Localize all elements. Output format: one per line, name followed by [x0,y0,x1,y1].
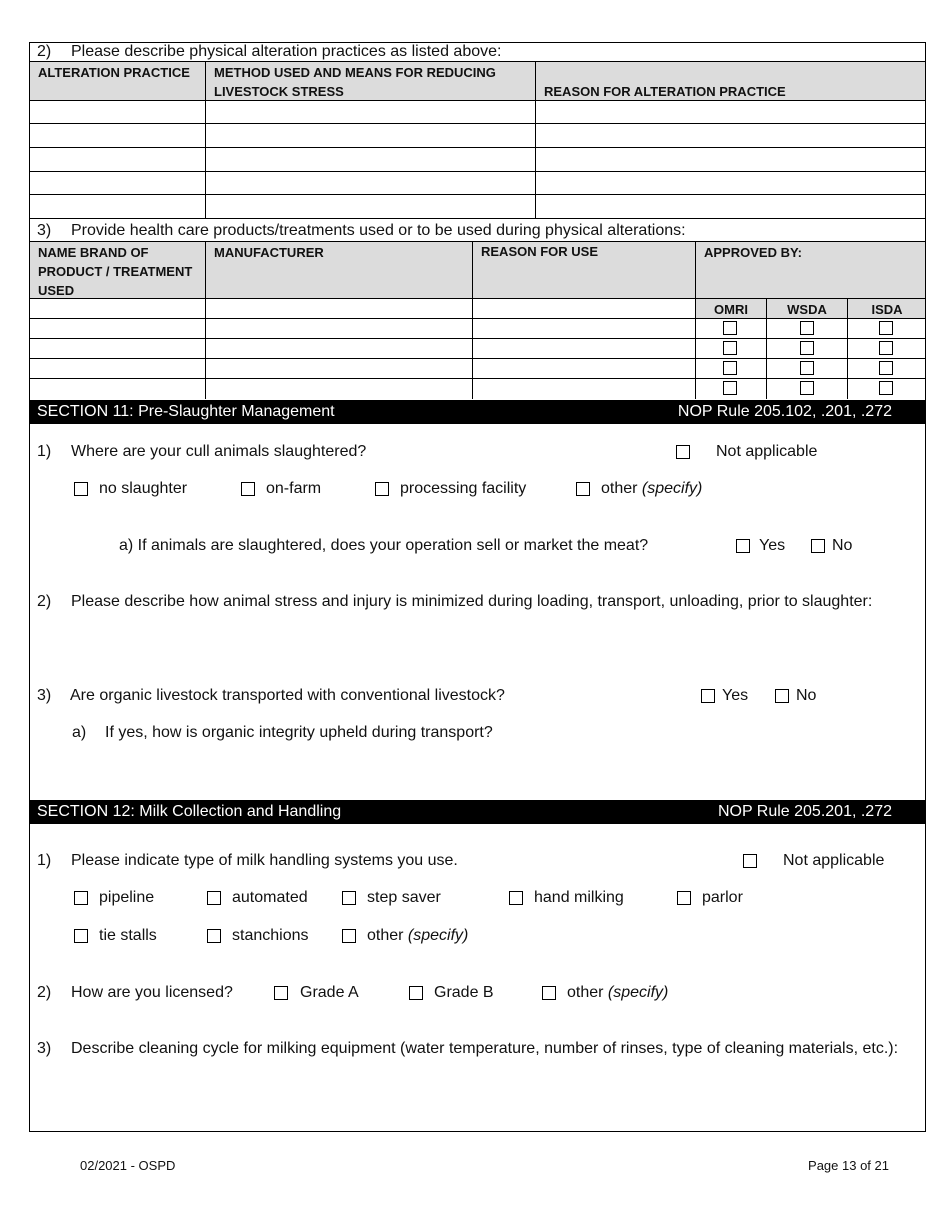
sell-meat-no-checkbox[interactable] [811,539,825,553]
milk-other-checkbox[interactable] [342,929,356,943]
processing-facility-checkbox[interactable] [375,482,389,496]
slaughter-other-text: other [601,480,638,497]
rule [847,298,848,399]
header-manufacturer: MANUFACTURER [214,245,324,260]
wsda-checkbox[interactable] [800,361,814,375]
slaughter-specify: (specify) [641,480,703,497]
s12-q2-text: How are you licensed? [71,984,233,1001]
grade-b-label: Grade B [434,984,494,1001]
s11-q1-text: Where are your cull animals slaughtered? [71,443,367,460]
header-method-used: METHOD USED AND MEANS FOR REDUCING LIVESTOCK STRESS [214,65,496,99]
isda-checkbox[interactable] [879,321,893,335]
s11-q2-text: Please describe how animal stress and injury is minimized during loading, transport, unloading, prior to slaughter: [71,593,873,610]
grade-b-checkbox[interactable] [409,986,423,1000]
rule [205,242,206,399]
omri-checkbox[interactable] [723,341,737,355]
tie-stalls-checkbox[interactable] [74,929,88,943]
wsda-checkbox[interactable] [800,341,814,355]
s11-q2-number: 2) [37,593,52,610]
s12-q1-number: 1) [37,852,52,869]
transport-yes-label: Yes [722,687,749,704]
parlor-checkbox[interactable] [677,891,691,905]
rule [535,62,536,218]
on-farm-label: on-farm [266,480,322,497]
header-alteration-practice: ALTERATION PRACTICE [38,65,190,80]
slaughter-other-checkbox[interactable] [576,482,590,496]
grade-a-label: Grade A [300,984,359,1001]
s11-not-applicable-label: Not applicable [716,443,818,460]
sell-meat-no-label: No [832,537,853,554]
q2-text: Please describe physical alteration practices as listed above: [71,43,502,60]
rule [29,171,926,172]
footer-page-number: Page 13 of 21 [808,1158,889,1173]
no-slaughter-checkbox[interactable] [74,482,88,496]
q3-number: 3) [37,222,52,239]
footer-date: 02/2021 - OSPD [80,1158,176,1173]
stanchions-checkbox[interactable] [207,929,221,943]
s12-q2-number: 2) [37,984,52,1001]
s11-q1a-text: a) If animals are slaughtered, does your operation sell or market the meat? [119,537,649,554]
header-reason-alteration: REASON FOR ALTERATION PRACTICE [544,84,786,99]
approver-omri: OMRI [714,302,748,317]
section-12-title: SECTION 12: Milk Collection and Handling [37,803,342,820]
approver-wsda: WSDA [787,302,827,317]
section-12-header [29,800,926,824]
grade-a-checkbox[interactable] [274,986,288,1000]
rule [766,298,767,399]
step-saver-checkbox[interactable] [342,891,356,905]
omri-checkbox[interactable] [723,381,737,395]
no-slaughter-label: no slaughter [99,480,188,497]
transport-no-checkbox[interactable] [775,689,789,703]
license-other-checkbox[interactable] [542,986,556,1000]
omri-checkbox[interactable] [723,321,737,335]
stanchions-label: stanchions [232,927,309,944]
approver-isda: ISDA [871,302,903,317]
rule [29,123,926,124]
omri-checkbox[interactable] [723,361,737,375]
hand-milking-checkbox[interactable] [509,891,523,905]
license-specify: (specify) [607,984,669,1001]
rule [205,62,206,218]
form-frame [29,42,926,1132]
isda-checkbox[interactable] [879,361,893,375]
q2-number: 2) [37,43,52,60]
wsda-checkbox[interactable] [800,381,814,395]
s11-q1-number: 1) [37,443,52,460]
hand-milking-label: hand milking [534,889,624,906]
processing-facility-label: processing facility [400,480,527,497]
s11-q3-number: 3) [37,687,52,704]
pipeline-checkbox[interactable] [74,891,88,905]
rule [29,100,926,101]
rule [29,318,926,319]
license-other-label [567,984,668,1002]
sell-meat-yes-label: Yes [759,537,786,554]
s11-q3a-number: a) [72,724,87,741]
s12-q1-text: Please indicate type of milk handling systems you use. [71,852,458,869]
rule [29,194,926,195]
s11-not-applicable-checkbox[interactable] [676,445,690,459]
header-approved-by: APPROVED BY: [704,245,802,260]
s12-not-applicable-checkbox[interactable] [743,854,757,868]
rule [29,378,926,379]
pipeline-label: pipeline [99,889,155,906]
section-12-rule: NOP Rule 205.201, .272 [717,803,892,820]
slaughter-other-label [601,480,702,498]
transport-no-label: No [796,687,817,704]
header-reason-for-use: REASON FOR USE [481,244,599,259]
parlor-label: parlor [702,889,743,906]
rule [29,358,926,359]
milk-other-text: other [367,927,404,944]
s12-not-applicable-label: Not applicable [783,852,885,869]
s12-q3-number: 3) [37,1040,52,1057]
automated-label: automated [232,889,308,906]
isda-checkbox[interactable] [879,381,893,395]
section-11-title: SECTION 11: Pre-Slaughter Management [37,403,335,420]
section-11-rule: NOP Rule 205.102, .201, .272 [677,403,892,420]
s11-q3a-text: If yes, how is organic integrity upheld during transport? [105,724,493,741]
header-name-brand: NAME BRAND OF PRODUCT / TREATMENT USED [38,245,193,298]
rule [695,242,696,399]
license-other-text: other [567,984,604,1001]
s11-q3-text: Are organic livestock transported with conventional livestock? [70,687,505,704]
q3-text: Provide health care products/treatments used or to be used during physical alterations: [71,222,686,239]
isda-checkbox[interactable] [879,341,893,355]
milk-other-label [367,927,468,945]
tie-stalls-label: tie stalls [99,927,157,944]
on-farm-checkbox[interactable] [241,482,255,496]
wsda-checkbox[interactable] [800,321,814,335]
step-saver-label: step saver [367,889,441,906]
rule [472,242,473,399]
rule [29,147,926,148]
section-11-header [29,400,926,424]
milk-specify: (specify) [407,927,469,944]
rule [29,218,926,219]
transport-yes-checkbox[interactable] [701,689,715,703]
automated-checkbox[interactable] [207,891,221,905]
sell-meat-yes-checkbox[interactable] [736,539,750,553]
rule [29,338,926,339]
s12-q3-text: Describe cleaning cycle for milking equipment (water temperature, number of rinses, type of cleaning materials, etc.): [71,1040,899,1057]
